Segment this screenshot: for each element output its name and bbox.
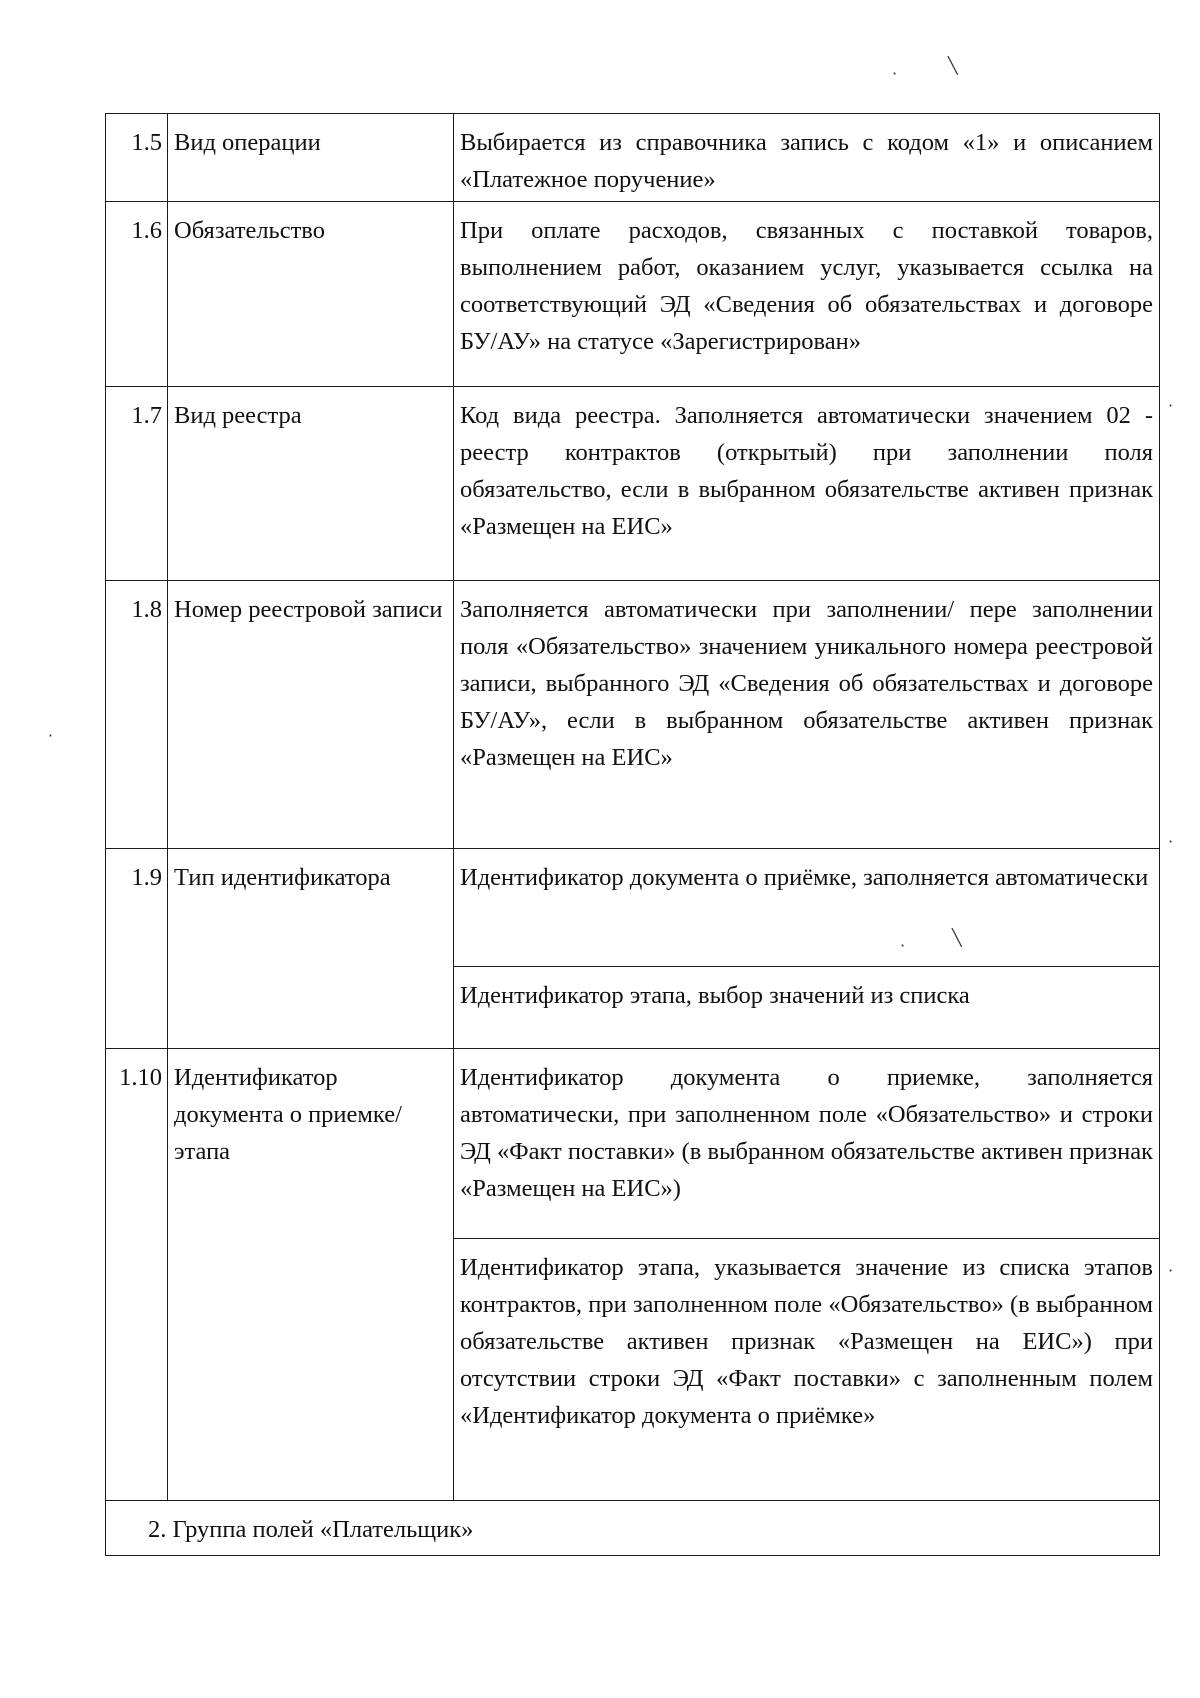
field-description: Идентификатор этапа, выбор значений из списка <box>460 982 970 1009</box>
table-row <box>106 114 1160 202</box>
table-row <box>106 581 1160 849</box>
field-name-cell <box>168 1049 454 1501</box>
field-name-cell <box>168 202 454 387</box>
scan-speck: ╲ <box>952 928 962 947</box>
field-description-cell <box>454 114 1160 202</box>
table-row <box>106 849 1160 967</box>
row-number-cell <box>106 387 168 581</box>
field-name-cell <box>168 387 454 581</box>
scan-speck: · <box>1168 832 1174 851</box>
field-description: Заполняется автоматически при заполнении/ пере заполнении поля «Обязательство» значением уникального номера реестровой записи, выбранного ЭД «Сведения об обязательствах и договоре БУ/АУ», если в выбранном обязательстве активен признак «Размещен на ЕИС» <box>460 596 1153 771</box>
group-heading-cell <box>106 1501 1160 1556</box>
row-number: 1.6 <box>131 217 162 244</box>
table-row <box>106 1049 1160 1239</box>
table-row <box>106 202 1160 387</box>
field-description: Код вида реестра. Заполняется автоматически значением 02 - реестр контрактов (открытый) при заполнении поля обязательство, если в выбранном обязательстве активен признак «Размещен на ЕИС» <box>460 402 1153 540</box>
row-number-cell <box>106 849 168 1049</box>
row-number: 1.9 <box>131 864 162 891</box>
field-name: Обязательство <box>174 217 325 244</box>
field-description-cell <box>454 387 1160 581</box>
field-description-cell <box>454 1049 1160 1239</box>
field-name-cell <box>168 581 454 849</box>
field-description-cell <box>454 581 1160 849</box>
row-number: 1.8 <box>131 596 162 623</box>
field-description: Идентификатор документа о приемке, заполняется автоматически, при заполненном поле «Обязательство» и строки ЭД «Факт поставки» (в выбранном обязательстве активен признак «Размещен на ЕИС») <box>460 1064 1153 1202</box>
field-description-cell <box>454 1239 1160 1501</box>
field-name-cell <box>168 114 454 202</box>
field-description: Выбирается из справочника запись с кодом «1» и описанием «Платежное поручение» <box>460 129 1153 193</box>
scan-speck: · <box>1168 396 1174 415</box>
field-name-cell <box>168 849 454 1049</box>
field-description-cell <box>454 967 1160 1049</box>
field-description: Идентификатор документа о приёмке, заполняется автоматически <box>460 864 1149 891</box>
field-name: Вид операции <box>174 129 321 156</box>
field-name: Идентификатор документа о приемке/этапа <box>174 1064 402 1165</box>
row-number-cell <box>106 1049 168 1501</box>
table-row <box>106 387 1160 581</box>
field-name: Тип идентификатора <box>174 864 391 891</box>
field-description: При оплате расходов, связанных с поставкой товаров, выполнением работ, оказанием услуг, указывается ссылка на соответствующий ЭД «Сведения об обязательствах и договоре БУ/АУ» на статусе «Зарегистрирован» <box>460 217 1153 355</box>
row-number: 1.10 <box>119 1064 162 1091</box>
row-number-cell <box>106 114 168 202</box>
table-row <box>106 1501 1160 1556</box>
field-description-cell <box>454 202 1160 387</box>
scan-speck: · <box>892 64 898 83</box>
group-heading: 2. Группа полей «Плательщик» <box>148 1516 474 1543</box>
row-number: 1.7 <box>131 402 162 429</box>
row-number: 1.5 <box>131 129 162 156</box>
scan-speck: · <box>1168 1261 1174 1280</box>
row-number-cell <box>106 202 168 387</box>
field-name: Номер реестровой записи <box>174 596 443 623</box>
field-description-cell <box>454 849 1160 967</box>
scan-speck: ╲ <box>948 56 958 75</box>
row-number-cell <box>106 581 168 849</box>
scan-speck: · <box>48 726 54 745</box>
scan-speck: · <box>900 936 906 955</box>
fields-table <box>105 113 1160 1556</box>
field-description: Идентификатор этапа, указывается значение из списка этапов контрактов, при заполненном поле «Обязательство» (в выбранном обязательстве активен признак «Размещен на ЕИС») при отсутствии строки ЭД «Факт поставки» с заполненным полем «Идентификатор документа о приёмке» <box>460 1254 1153 1429</box>
field-name: Вид реестра <box>174 402 302 429</box>
